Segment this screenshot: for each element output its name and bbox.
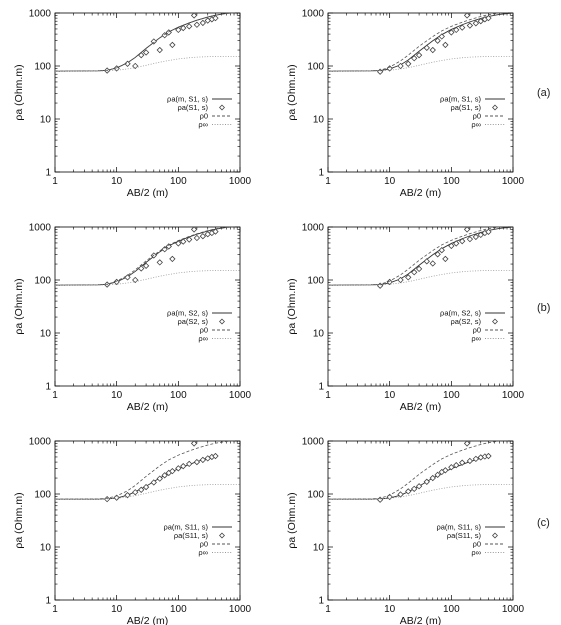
legend-label: ρ∞ [471, 120, 481, 129]
x-tick-label: 1000 [501, 604, 525, 615]
x-axis-label: AB/2 (m) [126, 187, 169, 199]
x-tick-label: 100 [169, 176, 187, 187]
data-point-diamond [200, 20, 205, 25]
series-line-dotted [55, 56, 240, 71]
y-tick-label: 1 [45, 381, 51, 393]
legend-label: ρ0 [472, 325, 481, 335]
x-tick-label: 100 [169, 390, 187, 401]
y-tick-label: 100 [34, 489, 51, 501]
legend-label: ρ0 [199, 539, 208, 549]
plot-area [328, 12, 513, 74]
x-tick-label: 100 [442, 604, 460, 615]
legend-label: ρ0 [472, 539, 481, 549]
legend-marker [220, 319, 225, 324]
y-tick-label: 1 [318, 167, 324, 179]
x-tick-label: 1 [325, 390, 331, 401]
data-point-diamond [443, 42, 448, 47]
x-tick-label: 10 [111, 176, 123, 187]
plot-frame [328, 13, 513, 172]
y-tick-label: 100 [307, 275, 324, 287]
y-tick-label: 1 [318, 595, 324, 607]
y-tick-label: 1000 [28, 436, 51, 448]
x-tick-label: 1 [325, 604, 331, 615]
data-point-diamond [467, 23, 472, 28]
legend-label: ρa(m, S1, s) [440, 94, 481, 104]
legend-label: ρa(m, S11, s) [163, 522, 208, 532]
row-label-b: (b) [537, 302, 551, 314]
x-tick-label: 10 [111, 604, 123, 615]
plot-area [55, 226, 240, 287]
x-tick-label: 1000 [501, 176, 525, 187]
row-label-a: (a) [537, 87, 551, 99]
y-tick-label: 1000 [301, 8, 324, 20]
y-tick-label: 1 [45, 595, 51, 607]
chart-panel-1 [13, 9, 252, 200]
plot-frame [55, 441, 240, 600]
legend-marker [493, 319, 498, 324]
data-point-diamond [191, 441, 196, 446]
legend-marker [493, 533, 498, 538]
legend-label: ρa(S2, s) [450, 317, 481, 326]
x-tick-label: 1 [52, 176, 58, 187]
data-point-diamond [194, 22, 199, 27]
data-point-diamond [194, 235, 199, 240]
legend-label: ρa(S1, s) [177, 103, 208, 112]
y-tick-label: 100 [34, 275, 51, 287]
chart-panel-6 [286, 437, 525, 625]
series-line-dashed [55, 440, 240, 499]
data-point-diamond [430, 47, 435, 52]
y-tick-label: 100 [34, 61, 51, 73]
x-axis-label: AB/2 (m) [126, 615, 169, 625]
chart-panel-2 [286, 9, 525, 200]
data-point-diamond [430, 261, 435, 266]
plot-area [328, 226, 513, 288]
y-tick-label: 1000 [28, 8, 51, 20]
data-point-diamond [139, 53, 144, 58]
y-tick-label: 1000 [301, 222, 324, 234]
legend-label: ρ0 [199, 325, 208, 335]
data-point-diamond [464, 13, 469, 18]
plot-area [55, 12, 240, 73]
row-label-c: (c) [537, 517, 550, 529]
legend-label: ρa(S11, s) [173, 531, 208, 540]
data-point-diamond [460, 460, 465, 465]
data-point-diamond [454, 241, 459, 246]
y-tick-label: 100 [307, 61, 324, 73]
y-axis-label: ρa (Ohm.m) [286, 492, 298, 549]
data-point-diamond [439, 248, 444, 253]
x-tick-label: 1000 [228, 176, 252, 187]
legend-label: ρ∞ [198, 120, 208, 129]
data-point-diamond [439, 34, 444, 39]
y-axis-label: ρa (Ohm.m) [13, 278, 25, 335]
data-point-diamond [157, 47, 162, 52]
series-line-dotted [55, 270, 240, 285]
legend-label: ρ0 [472, 111, 481, 121]
y-tick-label: 1000 [28, 222, 51, 234]
x-tick-label: 10 [111, 390, 123, 401]
data-point-diamond [187, 24, 192, 29]
legend-label: ρa(m, S2, s) [440, 308, 481, 318]
plot-area [328, 440, 513, 502]
legend-label: ρ∞ [471, 334, 481, 343]
legend-marker [220, 105, 225, 110]
legend-marker [493, 105, 498, 110]
plot-frame [328, 227, 513, 386]
data-point-diamond [467, 237, 472, 242]
plot-frame [55, 227, 240, 386]
y-axis-label: ρa (Ohm.m) [13, 64, 25, 121]
data-point-diamond [398, 492, 403, 497]
data-point-diamond [467, 458, 472, 463]
y-axis-label: ρa (Ohm.m) [13, 492, 25, 549]
chart-panel-5 [13, 437, 252, 625]
legend-label: ρa(m, S2, s) [167, 308, 208, 318]
x-axis-label: AB/2 (m) [399, 401, 442, 413]
data-point-diamond [412, 486, 417, 491]
x-tick-label: 1 [52, 604, 58, 615]
legend-label: ρa(S11, s) [446, 531, 481, 540]
y-tick-label: 10 [39, 328, 51, 340]
data-point-diamond [473, 21, 478, 26]
x-tick-label: 1000 [228, 390, 252, 401]
data-point-diamond [406, 61, 411, 66]
legend-label: ρa(S1, s) [450, 103, 481, 112]
chart-panel-4 [286, 223, 525, 414]
legend-label: ρa(m, S1, s) [167, 94, 208, 104]
series-line-dashed [328, 440, 513, 499]
legend-label: ρ∞ [198, 334, 208, 343]
x-tick-label: 1 [325, 176, 331, 187]
data-point-diamond [194, 459, 199, 464]
x-tick-label: 1000 [501, 390, 525, 401]
legend-label: ρa(m, S11, s) [436, 522, 481, 532]
data-point-diamond [424, 479, 429, 484]
data-point-diamond [473, 234, 478, 239]
data-point-diamond [406, 489, 411, 494]
x-tick-label: 1000 [228, 604, 252, 615]
x-axis-label: AB/2 (m) [399, 187, 442, 199]
data-point-diamond [200, 457, 205, 462]
data-point-diamond [170, 42, 175, 47]
data-point-diamond [416, 53, 421, 58]
data-point-diamond [449, 465, 454, 470]
y-tick-label: 10 [312, 114, 324, 126]
data-point-diamond [200, 234, 205, 239]
legend-label: ρ∞ [471, 548, 481, 557]
x-tick-label: 100 [442, 176, 460, 187]
legend-label: ρ0 [199, 111, 208, 121]
data-point-diamond [464, 441, 469, 446]
x-tick-label: 10 [384, 390, 396, 401]
data-point-diamond [143, 50, 148, 55]
y-tick-label: 100 [307, 489, 324, 501]
data-point-diamond [191, 227, 196, 232]
data-point-diamond [454, 463, 459, 468]
data-point-diamond [187, 461, 192, 466]
x-tick-label: 1 [52, 390, 58, 401]
y-tick-label: 10 [39, 114, 51, 126]
x-axis-label: AB/2 (m) [399, 615, 442, 625]
x-tick-label: 100 [169, 604, 187, 615]
y-tick-label: 1000 [301, 436, 324, 448]
data-point-diamond [464, 227, 469, 232]
y-tick-label: 10 [39, 542, 51, 554]
data-point-diamond [176, 466, 181, 471]
series-line-dotted [328, 56, 513, 71]
data-point-diamond [191, 13, 196, 18]
data-point-diamond [443, 256, 448, 261]
data-point-diamond [157, 260, 162, 265]
y-axis-label: ρa (Ohm.m) [286, 64, 298, 121]
data-point-diamond [424, 45, 429, 50]
data-point-diamond [170, 256, 175, 261]
legend-marker [220, 533, 225, 538]
series-line-dotted [328, 270, 513, 285]
y-axis-label: ρa (Ohm.m) [286, 278, 298, 335]
y-tick-label: 10 [312, 542, 324, 554]
chart-panel-3 [13, 223, 252, 414]
data-point-diamond [430, 475, 435, 480]
y-tick-label: 10 [312, 328, 324, 340]
legend-label: ρ∞ [198, 548, 208, 557]
y-tick-label: 1 [45, 167, 51, 179]
plot-frame [55, 13, 240, 172]
data-point-diamond [416, 484, 421, 489]
data-point-diamond [424, 259, 429, 264]
x-tick-label: 10 [384, 604, 396, 615]
plot-frame [328, 441, 513, 600]
data-point-diamond [139, 266, 144, 271]
x-axis-label: AB/2 (m) [126, 401, 169, 413]
x-tick-label: 100 [442, 390, 460, 401]
plot-area [55, 440, 240, 501]
y-tick-label: 1 [318, 381, 324, 393]
legend-label: ρa(S2, s) [177, 317, 208, 326]
x-tick-label: 10 [384, 176, 396, 187]
